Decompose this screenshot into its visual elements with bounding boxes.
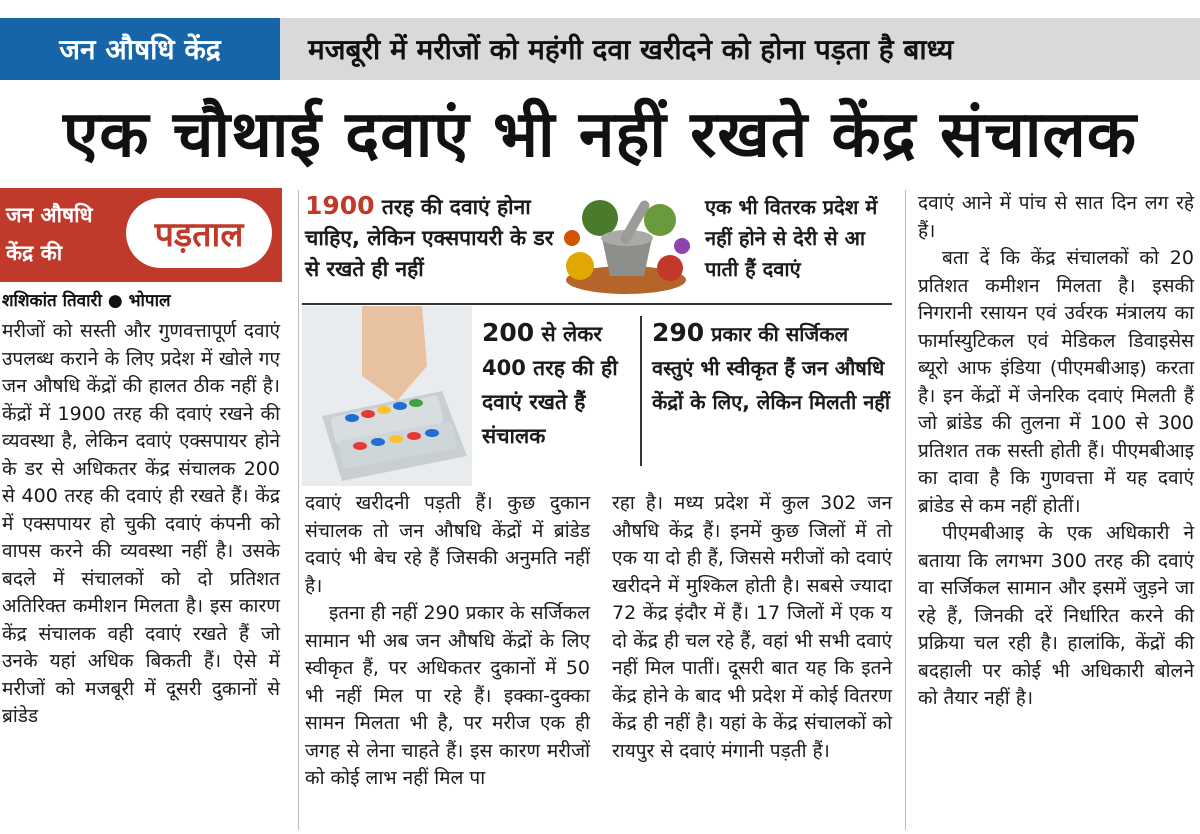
highlight-1900 [305, 190, 555, 285]
pills-hand-image [302, 306, 472, 486]
paragraph: मरीजों को सस्ती और गुणवत्तापूर्ण दवाएं उपलब्ध कराने के लिए प्रदेश में खोले गए जन औषधि केंद्रों की हालत ठीक नहीं है। केंद्रों में 1900 तरह की दवाएं रखने की व्यवस्था है, लेकिन दवाएं एक्सपायर होने के डर से अधिकतर केंद्र संचालक 200 से 400 तरह की दवाएं ही रखते हैं। केंद्र में एक्सपायर हो चुकी दवाएं कंपनी को वापस करने की व्यवस्था नहीं है। उसके बदले में संचालकों को दो प्रतिशत अतिरिक्त कमीशन मिलता है। इस कारण केंद्र संचालक वही दवाएं रखते हैं जो उनके यहां अधिक बिकती हैं। ऐसे में मरीजों को मजबूरी में दूसरी दुकानों से ब्रांडेड [2, 320, 280, 727]
paragraph: दवाएं खरीदनी पड़ती हैं। कुछ दुकान संचालक तो जन औषधि केंद्रों में ब्रांडेड दवाएं भी बेच रहे हैं जिसकी अनुमति नहीं है। [305, 492, 590, 597]
logo-line1: जन औषधि [6, 203, 93, 227]
padtaal-logo [0, 188, 282, 282]
paragraph: बता दें कि केंद्र संचालकों को 20 प्रतिशत कमीशन मिलता है। इसकी निगरानी रसायन एवं उर्वरक मंत्रालय का फार्मास्युटिकल एवं मेडिकल डिवाइसेस ब्यूरो आफ इंडिया (पीएमबीआइ) करता है। इन केंद्रों में जेनरिक दवाएं मिलती हैं जो ब्रांडेड की तुलना में 100 से 300 प्रतिशत तक सस्ती होती हैं। पीएमबीआइ का दावा है कि गुणवत्ता में यह दवाएं ब्रांडेड से कम नहीं होतीं। [918, 247, 1194, 517]
logo-line2: केंद्र की [6, 241, 63, 265]
article-column-1 [2, 318, 280, 731]
paragraph: दवाएं आने में पांच से सात दिन लग रहे हैं। [918, 192, 1194, 242]
highlight-text: प्रकार की सर्जिकल वस्तुएं भी स्वीकृत हैं जन औषधि केंद्रों के लिए, लेकिन मिलती नहीं [652, 322, 891, 414]
highlight-text: तरह की दवाएं होना चाहिए, लेकिन एक्सपायरी के डर से रखते ही नहीं [305, 195, 554, 281]
column-divider [905, 190, 906, 830]
logo-caption [6, 196, 118, 272]
highlight-distributor: एक भी वितरक प्रदेश में नहीं होने से देरी से आ पाती हैं दवाएं [705, 195, 878, 281]
section-tag: जन औषधि केंद्र [0, 18, 280, 80]
highlight-200 [482, 316, 632, 453]
article-column-4 [918, 190, 1194, 713]
kicker-strap: मजबूरी में मरीजों को महंगी दवा खरीदने को होना पड़ता है बाध्य [280, 18, 1200, 80]
column-divider [298, 190, 299, 830]
herbs-mortar-image [560, 188, 692, 298]
headline: एक चौथाई दवाएं भी नहीं रखते केंद्र संचालक [63, 98, 1137, 172]
highlight-text: से लेकर 400 तरह की ही दवाएं रखते हैं संचालक [482, 322, 618, 448]
highlight-number: 290 [652, 318, 705, 347]
highlight-number: 200 [482, 318, 535, 347]
paragraph: इतना ही नहीं 290 प्रकार के सर्जिकल सामान भी अब जन औषधि केंद्रों के लिए स्वीकृत हैं, पर अधिकतर दुकानों में 50 भी नहीं मिल पा रहे हैं। इक्का-दुक्का सामन मिलता भी है, पर मरीज एक ही जगह से लेना चाहते हैं। इस कारण मरीजों को कोई लाभ नहीं मिल पा [305, 602, 590, 789]
highlight-divider [640, 316, 642, 466]
paragraph: रहा है। मध्य प्रदेश में कुल 302 जन औषधि केंद्र हैं। इनमें कुछ जिलों में तो एक या दो ही हैं, जिससे मरीजों को दवाएं खरीदने में मुश्किल होती है। सबसे ज्यादा 72 केंद्र इंदौर में हैं। 17 जिलों में एक य दो केंद्र ही चल रहे हैं, वहां भी सभी दवाएं नहीं मिल पातीं। दूसरी बात यह कि इतने केंद्र होने के बाद भी प्रदेश में कोई वितरण केंद्र ही नहीं है। यहां के केंद्र संचालकों को रायपुर से दवाएं मंगानी पड़ती हैं। [612, 492, 892, 762]
byline: शशिकांत तिवारी ● भोपाल [2, 291, 171, 311]
paragraph: पीएमबीआइ के एक अधिकारी ने बताया कि लगभग 300 तरह की दवाएं वा सर्जिकल सामान और इसमें जुड़ने जा रहे हैं, जिनकी दरें निर्धारित करने की प्रक्रिया चल रही है। हालांकि, केंद्रों की बदहाली पर कोई भी अधिकारी बोलने को तैयार नहीं है। [918, 522, 1194, 709]
article-column-3 [612, 490, 892, 765]
highlight-number: 1900 [305, 191, 375, 220]
logo-brand: पड़ताल [154, 215, 244, 255]
highlight-290 [652, 316, 892, 419]
section-rule [302, 303, 892, 305]
article-column-2 [305, 490, 590, 793]
logo-brand-badge [126, 198, 272, 268]
